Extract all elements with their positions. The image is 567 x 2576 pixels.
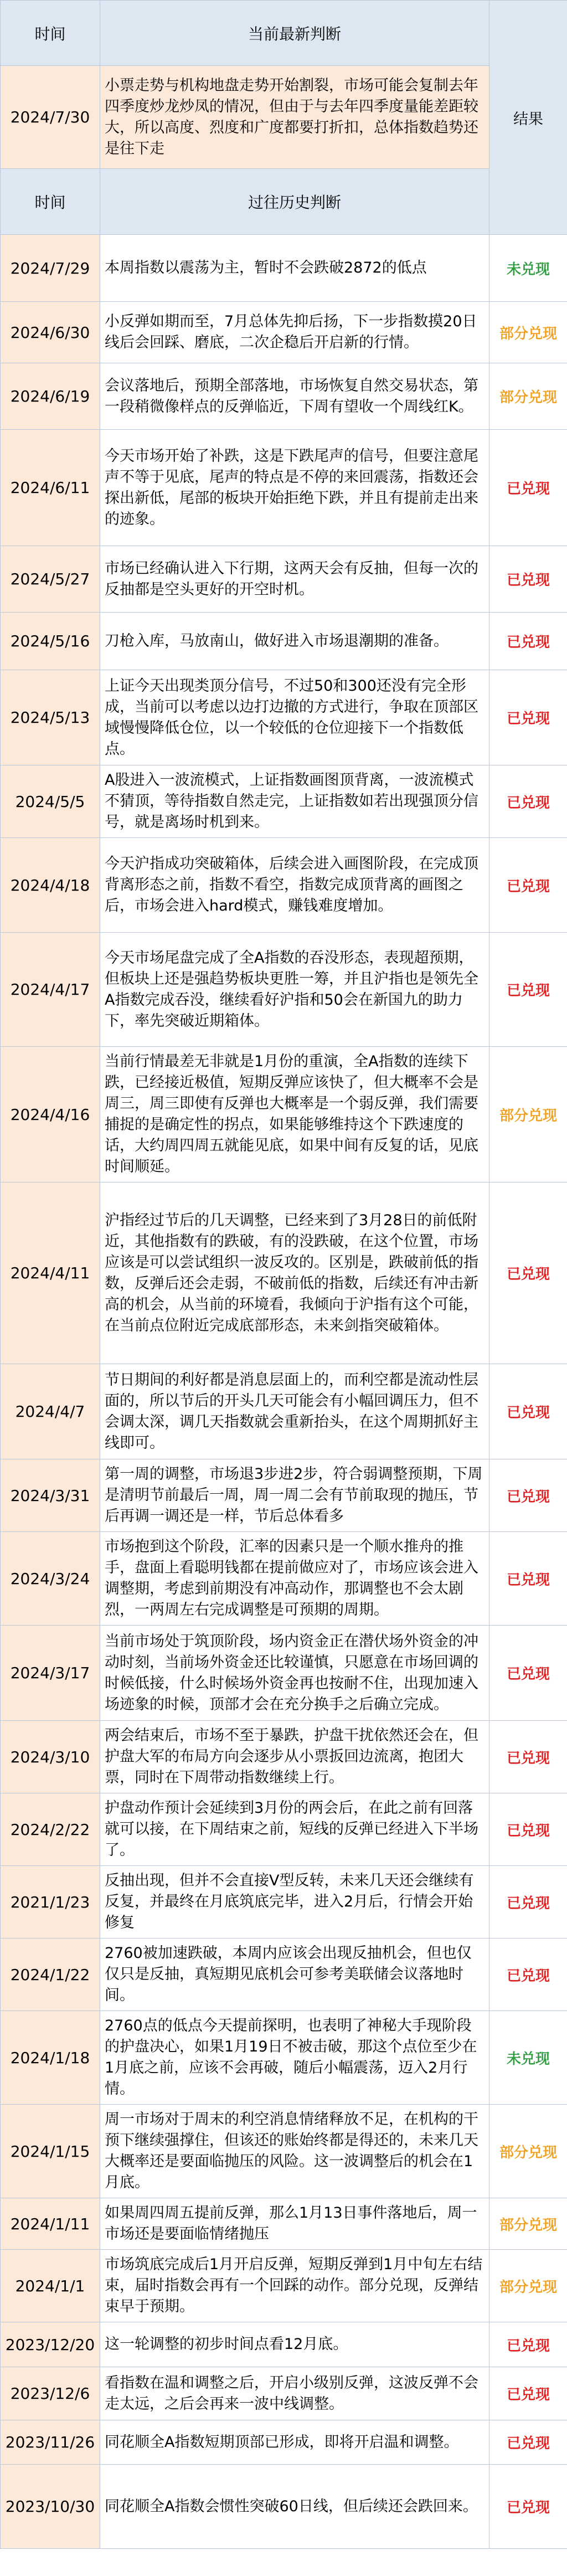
status-badge: 部分兑现 bbox=[489, 2250, 567, 2322]
table-row bbox=[1, 2420, 567, 2465]
row-text: 第一周的调整，市场退3步进2步，符合弱调整预期，下周是清明节前最后一周，周一周二会有节前取现的抛压，节后再调一调还是一样，节后总体看多 bbox=[100, 1459, 489, 1532]
row-date: 2024/5/13 bbox=[1, 670, 100, 765]
status-badge: 已兑现 bbox=[489, 1866, 567, 1939]
row-text: 当前市场处于筑顶阶段，场内资金正在潜伏场外资金的冲动时刻，当前场外资金还比较谨慎，只愿意在市场回调的时候低接，什么时候场外资金再也按耐不住，出现加速入场迹象的时候，顶部才会在充分换手之后确立完成。 bbox=[100, 1626, 489, 1721]
row-text: A股进入一波流模式，上证指数画图顶背离，一波流模式不猜顶，等待指数自然走完，上证指数如若出现强顶分信号，就是离场时机到来。 bbox=[100, 765, 489, 838]
row-text: 市场抱到这个阶段，汇率的因素只是一个顺水推舟的推手，盘面上看聪明钱都在提前做应对了，市场应该会进入调整期，考虑到前期没有冲高动作，那调整也不会太剧烈，一两周左右完成调整是可预期的周期。 bbox=[100, 1532, 489, 1626]
row-text: 护盘动作预计会延续到3月份的两会后，在此之前有回落就可以接，在下周结束之前，短线的反弹已经进入下半场了。 bbox=[100, 1793, 489, 1866]
row-text: 节日期间的利好都是消息层面上的，而利空都是流动性层面的，所以节后的开头几天可能会有小幅回调压力，但不会调太深，调几天指数就会重新抬头，在这个周期抓好主线即可。 bbox=[100, 1364, 489, 1459]
status-badge: 未兑现 bbox=[489, 2011, 567, 2105]
status-badge: 部分兑现 bbox=[489, 302, 567, 363]
table-row bbox=[1, 670, 567, 765]
table-row bbox=[1, 546, 567, 613]
row-date: 2024/2/22 bbox=[1, 1793, 100, 1866]
table-row bbox=[1, 2367, 567, 2420]
current-date: 2024/7/30 bbox=[1, 66, 100, 169]
row-text: 如果周四周五提前反弹，那么1月13日事件落地后，周一市场还是要面临情绪抛压 bbox=[100, 2198, 489, 2250]
row-date: 2024/6/19 bbox=[1, 363, 100, 430]
result-header: 结果 bbox=[489, 1, 567, 235]
status-badge: 已兑现 bbox=[489, 670, 567, 765]
status-badge: 未兑现 bbox=[489, 235, 567, 302]
table-row bbox=[1, 1793, 567, 1866]
table-row bbox=[1, 2465, 567, 2549]
row-text: 今天沪指成功突破箱体，后续会进入画图阶段，在完成顶背离形态之前，指数不看空，指数完成顶背离的画图之后，市场会进入hard模式，赚钱难度增加。 bbox=[100, 838, 489, 933]
row-text: 两会结束后，市场不至于暴跌，护盘干扰依然还会在，但护盘大军的布局方向会逐步从小票扳回边流离，抱团大票，同时在下周带动指数继续上行。 bbox=[100, 1721, 489, 1793]
table-row bbox=[1, 2198, 567, 2250]
row-date: 2024/6/30 bbox=[1, 302, 100, 363]
table-row bbox=[1, 1459, 567, 1532]
row-text: 市场筑底完成后1月开启反弹，短期反弹到1月中旬左右结束，届时指数会再有一个回踩的动作。部分兑现，反弹结束早于预期。 bbox=[100, 2250, 489, 2322]
current-text: 小票走势与机构地盘走势开始割裂，市场可能会复制去年四季度炒龙炒凤的情况，但由于与去年四季度量能差距较大，所以高度、烈度和广度都要打折扣，总体指数趋势还是往下走 bbox=[100, 66, 489, 169]
table-row bbox=[1, 765, 567, 838]
current-row bbox=[1, 66, 567, 169]
status-badge: 已兑现 bbox=[489, 2420, 567, 2465]
row-text: 小反弹如期而至，7月总体先抑后扬，下一步指数摸20日线后会回踩、磨底，二次企稳后开启新的行情。 bbox=[100, 302, 489, 363]
status-badge: 已兑现 bbox=[489, 838, 567, 933]
row-text: 2760被加速跌破，本周内应该会出现反抽机会，但也仅仅只是反抽，真短期见底机会可参考美联储会议落地时间。 bbox=[100, 1939, 489, 2011]
status-badge: 已兑现 bbox=[489, 1364, 567, 1459]
row-date: 2024/3/31 bbox=[1, 1459, 100, 1532]
row-text: 本周指数以震荡为主，暂时不会跌破2872的低点 bbox=[100, 235, 489, 302]
row-text: 同花顺全A指数会惯性突破60日线，但后续还会跌回来。 bbox=[100, 2465, 489, 2549]
status-badge: 已兑现 bbox=[489, 1532, 567, 1626]
row-date: 2024/3/17 bbox=[1, 1626, 100, 1721]
history-header-row bbox=[1, 169, 567, 235]
row-text: 会议落地后，预期全部落地，市场恢复自然交易状态，第一段稍微像样点的反弹临近，下周有望收一个周线红K。 bbox=[100, 363, 489, 430]
status-badge: 部分兑现 bbox=[489, 363, 567, 430]
row-text: 市场已经确认进入下行期，这两天会有反抽，但每一次的反抽都是空头更好的开空时机。 bbox=[100, 546, 489, 613]
status-badge: 已兑现 bbox=[489, 2367, 567, 2420]
row-date: 2021/1/23 bbox=[1, 1866, 100, 1939]
time-header-2: 时间 bbox=[1, 169, 100, 235]
row-text: 2760点的低点今天提前探明，也表明了神秘大手现阶段的护盘决心，如果1月19日不被击破，那这个点位至少在1月底之前，应该不会再破，随后小幅震荡，迈入2月行情。 bbox=[100, 2011, 489, 2105]
table-row bbox=[1, 1047, 567, 1182]
table-row bbox=[1, 2105, 567, 2198]
row-date: 2024/1/1 bbox=[1, 2250, 100, 2322]
row-date: 2024/4/17 bbox=[1, 933, 100, 1047]
status-badge: 已兑现 bbox=[489, 765, 567, 838]
row-date: 2024/6/11 bbox=[1, 430, 100, 546]
row-text: 反抽出现，但并不会直接V型反转，未来几天还会继续有反复，并最终在月底筑底完毕，进入2月后，行情会开始修复 bbox=[100, 1866, 489, 1939]
table-row bbox=[1, 1939, 567, 2011]
row-date: 2024/3/10 bbox=[1, 1721, 100, 1793]
table-row bbox=[1, 1532, 567, 1626]
row-date: 2024/5/16 bbox=[1, 613, 100, 670]
table-row bbox=[1, 235, 567, 302]
row-date: 2024/1/18 bbox=[1, 2011, 100, 2105]
row-date: 2024/1/15 bbox=[1, 2105, 100, 2198]
current-judgement-header: 当前最新判断 bbox=[100, 1, 489, 66]
row-date: 2024/3/24 bbox=[1, 1532, 100, 1626]
table-row bbox=[1, 363, 567, 430]
status-badge: 部分兑现 bbox=[489, 1047, 567, 1182]
row-date: 2023/12/20 bbox=[1, 2322, 100, 2367]
row-text: 沪指经过节后的几天调整，已经来到了3月28日的前低附近，其他指数有的跌破，有的没跌破，在这个位置，市场应该是可以尝试组织一波反攻的。区别是，跌破前低的指数，反弹后还会走弱，不破前低的指数，后续还有冲击新高的机会，从当前的环境看，我倾向于沪指有这个可能，在当前点位附近完成底部形态，未来剑指突破箱体。 bbox=[100, 1182, 489, 1364]
row-date: 2024/1/22 bbox=[1, 1939, 100, 2011]
table-row bbox=[1, 1364, 567, 1459]
status-badge: 已兑现 bbox=[489, 2322, 567, 2367]
row-text: 同花顺全A指数短期顶部已形成，即将开启温和调整。 bbox=[100, 2420, 489, 2465]
table-row bbox=[1, 1721, 567, 1793]
status-badge: 已兑现 bbox=[489, 613, 567, 670]
status-badge: 已兑现 bbox=[489, 1793, 567, 1866]
row-date: 2024/4/16 bbox=[1, 1047, 100, 1182]
row-date: 2023/10/30 bbox=[1, 2465, 100, 2549]
status-badge: 部分兑现 bbox=[489, 2198, 567, 2250]
table-row bbox=[1, 1626, 567, 1721]
status-badge: 已兑现 bbox=[489, 1626, 567, 1721]
row-date: 2024/4/11 bbox=[1, 1182, 100, 1364]
table-row bbox=[1, 2250, 567, 2322]
table-row bbox=[1, 1866, 567, 1939]
table-row bbox=[1, 430, 567, 546]
table-row bbox=[1, 613, 567, 670]
row-text: 今天市场尾盘完成了全A指数的吞没形态，表现超预期，但板块上还是强趋势板块更胜一筹，并且沪指也是领先全A指数完成吞没，继续看好沪指和50会在新国九的助力下，率先突破近期箱体。 bbox=[100, 933, 489, 1047]
status-badge: 已兑现 bbox=[489, 1721, 567, 1793]
time-header: 时间 bbox=[1, 1, 100, 66]
row-date: 2024/5/27 bbox=[1, 546, 100, 613]
status-badge: 已兑现 bbox=[489, 546, 567, 613]
status-badge: 已兑现 bbox=[489, 430, 567, 546]
status-badge: 已兑现 bbox=[489, 1459, 567, 1532]
status-badge: 已兑现 bbox=[489, 1182, 567, 1364]
row-date: 2024/5/5 bbox=[1, 765, 100, 838]
table-row bbox=[1, 2011, 567, 2105]
row-date: 2023/11/26 bbox=[1, 2420, 100, 2465]
row-text: 当前行情最差无非就是1月份的重演，全A指数的连续下跌，已经接近极值，短期反弹应该快了，但大概率不会是周三，周三即使有反弹也大概率是一个弱反弹，我们需要捕捉的是确定性的拐点，如果能够维持这个下跌速度的话，大约周四周五就能见底，如果中间有反复的话，见底时间顺延。 bbox=[100, 1047, 489, 1182]
table-row bbox=[1, 933, 567, 1047]
history-judgement-header: 过往历史判断 bbox=[100, 169, 489, 235]
table-row bbox=[1, 1182, 567, 1364]
row-text: 这一轮调整的初步时间点看12月底。 bbox=[100, 2322, 489, 2367]
header-row bbox=[1, 1, 567, 66]
row-text: 周一市场对于周末的利空消息情绪释放不足，在机构的干预下继续强撑住，但该还的账始终都是得还的，未来几天大概率还是要面临抛压的风险。这一波调整后的机会在1月底。 bbox=[100, 2105, 489, 2198]
status-badge: 已兑现 bbox=[489, 1939, 567, 2011]
status-badge: 部分兑现 bbox=[489, 2105, 567, 2198]
row-date: 2024/1/11 bbox=[1, 2198, 100, 2250]
table-row bbox=[1, 2322, 567, 2367]
row-text: 上证今天出现类顶分信号，不过50和300还没有完全形成，当前可以考虑以边打边撤的方式进行，争取在顶部区域慢慢降低仓位，以一个较低的仓位迎接下一个指数低点。 bbox=[100, 670, 489, 765]
status-badge: 已兑现 bbox=[489, 2465, 567, 2549]
row-date: 2023/12/6 bbox=[1, 2367, 100, 2420]
row-text: 刀枪入库，马放南山，做好进入市场退潮期的准备。 bbox=[100, 613, 489, 670]
table-row bbox=[1, 302, 567, 363]
row-text: 看指数在温和调整之后，开启小级别反弹，这波反弹不会走太远，之后会再来一波中线调整。 bbox=[100, 2367, 489, 2420]
row-text: 今天市场开始了补跌，这是下跌尾声的信号，但要注意尾声不等于见底，尾声的特点是不停的来回震荡，指数还会探出新低，尾部的板块开始拒绝下跌，并且有提前走出来的迹象。 bbox=[100, 430, 489, 546]
status-badge: 已兑现 bbox=[489, 933, 567, 1047]
row-date: 2024/4/7 bbox=[1, 1364, 100, 1459]
row-date: 2024/7/29 bbox=[1, 235, 100, 302]
table-row bbox=[1, 838, 567, 933]
row-date: 2024/4/18 bbox=[1, 838, 100, 933]
